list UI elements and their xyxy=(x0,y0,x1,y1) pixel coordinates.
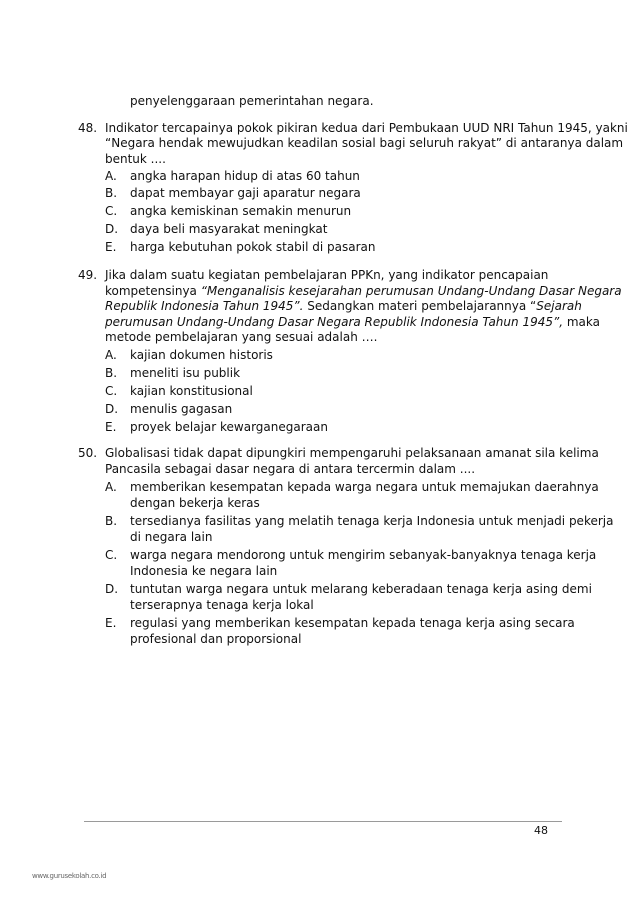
italic-text: Republik Indonesia Tahun 1945”. xyxy=(105,299,304,313)
footer-divider xyxy=(84,821,562,822)
option-text: warga negara mendorong untuk mengirim sebanyak-banyaknya tenaga kerja xyxy=(130,548,597,562)
option-letter: D. xyxy=(105,582,119,596)
plain-text: kompetensinya xyxy=(105,284,201,298)
question-line: “Negara hendak mewujudkan keadilan sosial bagi seluruh rakyat” di antaranya dalam xyxy=(105,136,624,150)
question-line: Globalisasi tidak dapat dipungkiri mempengaruhi pelaksanaan amanat sila kelima xyxy=(105,446,599,460)
question-line xyxy=(105,284,622,299)
option-text: regulasi yang memberikan kesempatan kepada tenaga kerja asing secara xyxy=(130,616,575,630)
question-number: 50. xyxy=(78,446,98,460)
plain-text: maka xyxy=(563,315,600,329)
question-line: Pancasila sebagai dasar negara di antara tercermin dalam .... xyxy=(105,462,476,476)
option-text: kajian konstitusional xyxy=(130,384,253,398)
option-text: terserapnya tenaga kerja lokal xyxy=(130,598,314,612)
question-number: 48. xyxy=(78,121,98,135)
option-text: angka harapan hidup di atas 60 tahun xyxy=(130,169,360,183)
option-letter: B. xyxy=(105,186,118,200)
plain-text: Sedangkan materi pembelajarannya “ xyxy=(303,299,537,313)
option-text: di negara lain xyxy=(130,530,213,544)
option-text: proyek belajar kewarganegaraan xyxy=(130,420,328,434)
option-letter: B. xyxy=(105,366,118,380)
question-line: bentuk .... xyxy=(105,152,166,166)
option-text: dengan bekerja keras xyxy=(130,496,260,510)
option-letter: A. xyxy=(105,169,117,183)
option-text: angka kemiskinan semakin menurun xyxy=(130,204,352,218)
option-text: menulis gagasan xyxy=(130,402,233,416)
option-text: meneliti isu publik xyxy=(130,366,241,380)
page-number: 48 xyxy=(534,824,548,837)
option-text: profesional dan proporsional xyxy=(130,632,302,646)
option-letter: C. xyxy=(105,204,118,218)
option-letter: C. xyxy=(105,548,118,562)
option-letter: E. xyxy=(105,240,117,254)
question-line xyxy=(105,315,600,330)
option-text: dapat membayar gaji aparatur negara xyxy=(130,186,361,200)
option-text: daya beli masyarakat meningkat xyxy=(130,222,328,236)
question-number: 49. xyxy=(78,268,98,282)
watermark: www.gurusekolah.co.id xyxy=(32,872,107,880)
option-letter: A. xyxy=(105,480,117,494)
option-text: Indonesia ke negara lain xyxy=(130,564,278,578)
intro-line: penyelenggaraan pemerintahan negara. xyxy=(130,94,374,108)
option-text: harga kebutuhan pokok stabil di pasaran xyxy=(130,240,376,254)
option-letter: A. xyxy=(105,348,117,362)
italic-text: “Menganalisis kesejarahan perumusan Undang-Undang Dasar Negara xyxy=(200,284,622,298)
option-text: tuntutan warga negara untuk melarang keberadaan tenaga kerja asing demi xyxy=(130,582,592,596)
option-letter: D. xyxy=(105,402,119,416)
italic-text: Sejarah xyxy=(536,299,582,313)
question-line: Indikator tercapainya pokok pikiran kedua dari Pembukaan UUD NRI Tahun 1945, yakni xyxy=(105,121,628,135)
italic-text: perumusan Undang-Undang Dasar Negara Republik Indonesia Tahun 1945”, xyxy=(105,315,564,329)
option-letter: E. xyxy=(105,420,117,434)
option-letter: C. xyxy=(105,384,118,398)
option-text: kajian dokumen historis xyxy=(130,348,273,362)
option-letter: D. xyxy=(105,222,119,236)
question-line xyxy=(105,299,582,314)
question-line: metode pembelajaran yang sesuai adalah …. xyxy=(105,330,378,344)
option-text: memberikan kesempatan kepada warga negara untuk memajukan daerahnya xyxy=(130,480,599,494)
option-letter: B. xyxy=(105,514,118,528)
option-letter: E. xyxy=(105,616,117,630)
option-text: tersedianya fasilitas yang melatih tenaga kerja Indonesia untuk menjadi pekerja xyxy=(130,514,614,528)
question-line: Jika dalam suatu kegiatan pembelajaran PPKn, yang indikator pencapaian xyxy=(105,268,549,282)
